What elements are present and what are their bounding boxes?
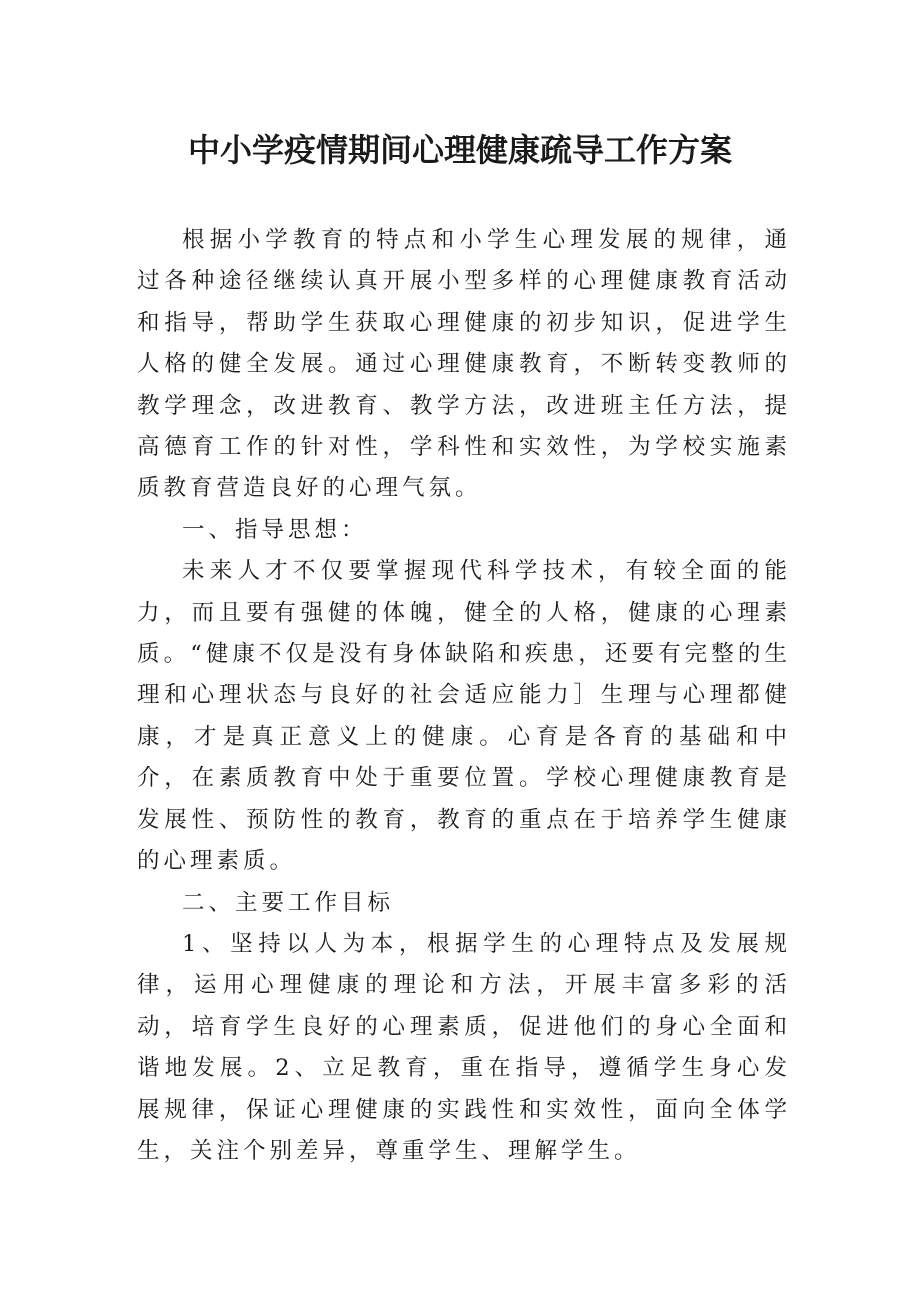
paragraph-main-goals: 1、坚持以人为本，根据学生的心理特点及发展规律，运用心理健康的理论和方法，开展丰富多彩的活动，培育学生良好的心理素质，促进他们的身心全面和谐地发展。2、立足教育，重在指导，遵循学生身心发展规律，保证心理健康的实践性和实效性，面向全体学生，关注个别差异，尊重学生、理解学生。 xyxy=(137,930,791,1164)
paragraph-intro: 根据小学教育的特点和小学生心理发展的规律，通过各种途径继续认真开展小型多样的心理健康教育活动和指导，帮助学生获取心理健康的初步知识，促进学生人格的健全发展。通过心理健康教育，不断转变教师的教学理念，改进教育、教学方法，改进班主任方法，提高德育工作的针对性，学科性和实效性，为学校实施素质教育营造良好的心理气氛。 xyxy=(137,227,791,502)
paragraph-guiding-thought: 未来人才不仅要掌握现代科学技术，有较全面的能力，而且要有强健的体魄，健全的人格，健康的心理素质。“健康不仅是没有身体缺陷和疾患，还要有完整的生理和心理状态与良好的社会适应能力］生理与心理都健康，才是真正意义上的健康。心育是各育的基础和中介，在素质教育中处于重要位置。学校心理健康教育是发展性、预防性的教育，教育的重点在于培养学生健康的心理素质。 xyxy=(137,558,791,875)
section-heading-main-goals: 二、主要工作目标 xyxy=(182,889,395,916)
document-body xyxy=(137,220,791,1172)
section-heading-guiding-thought: 一、指导思想： xyxy=(182,516,368,543)
document-title: 中小学疫情期间心理健康疏导工作方案 xyxy=(187,131,732,169)
